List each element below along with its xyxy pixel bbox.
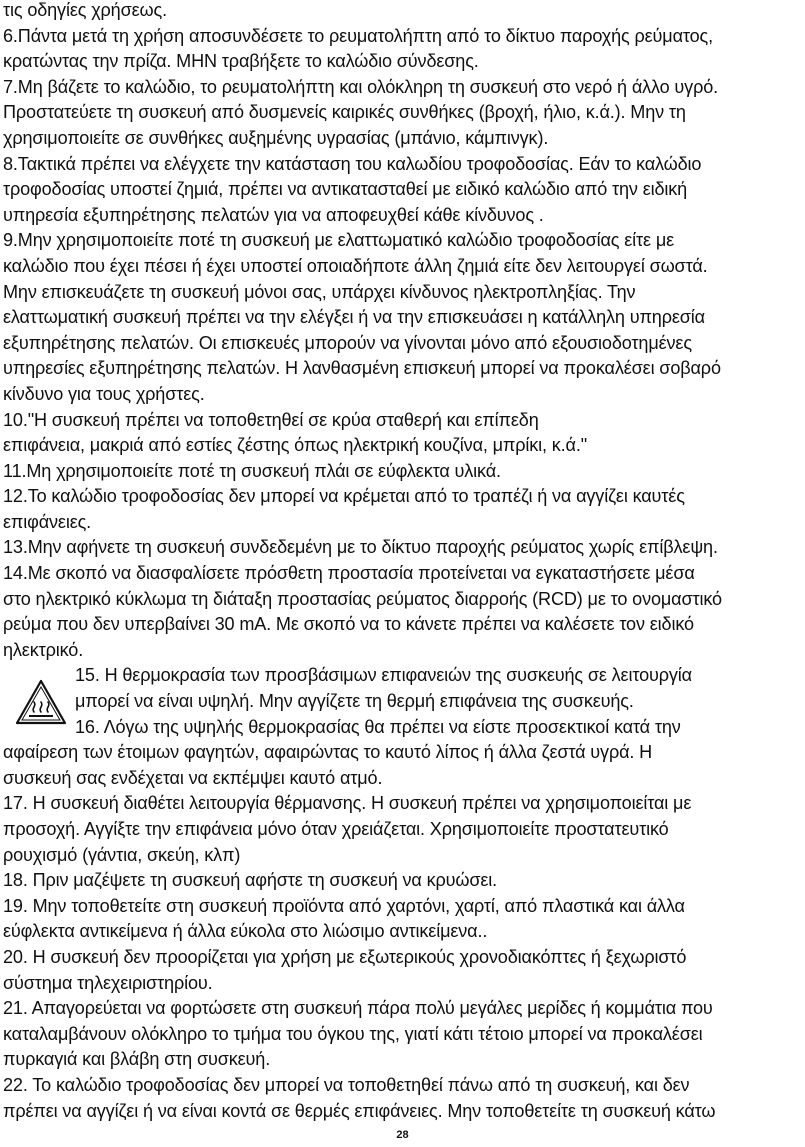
- text-line: σύστημα τηλεχειριστηρίου.: [3, 972, 213, 993]
- text-line: εξυπηρέτησης πελατών. Οι επισκευές μπορούν να γίνονται μόνο από εξουσιοδοτημένες: [3, 332, 692, 353]
- text-line: επιφάνειες.: [3, 511, 92, 532]
- text-line: Μην επισκευάζετε τη συσκευή μόνοι σας, υπάρχει κίνδυνος ηλεκτροπληξίας. Την: [3, 281, 636, 302]
- text-line: επιφάνεια, μακριά από εστίες ζέστης όπως ηλεκτρική κουζίνα, μπρίκι, κ.ά.": [3, 435, 588, 456]
- text-line: 14.Με σκοπό να διασφαλίσετε πρόσθετη προστασία προτείνεται να εγκαταστήσετε μέσα: [3, 563, 695, 584]
- text-line: 22. Το καλώδιο τροφοδοσίας δεν μπορεί να τοποθετηθεί πάνω από τη συσκευή, και δεν: [3, 1074, 690, 1095]
- text-line: υπηρεσίες εξυπηρέτησης πελατών. Η λανθασμένη επισκευή μπορεί να προκαλέσει σοβαρό: [3, 358, 721, 379]
- text-line: 8.Τακτικά πρέπει να ελέγχετε την κατάσταση του καλωδίου τροφοδοσίας. Εάν το καλώδιο: [3, 153, 702, 174]
- text-line: 6.Πάντα μετά τη χρήση αποσυνδέσετε το ρευματολήπτη από το δίκτυο παροχής ρεύματος,: [3, 25, 713, 46]
- text-line: κίνδυνο για τους χρήστες.: [3, 383, 205, 404]
- text-line: ρουχισμό (γάντια, σκεύη, κλπ): [3, 844, 241, 865]
- text-line: καταλαμβάνουν ολόκληρο το τμήμα του όγκου της, γιατί κάτι τέτοιο μπορεί να προκαλέσει: [3, 1023, 703, 1044]
- text-line: συσκευή σας ενδέχεται να εκπέμψει καυτό ατμό.: [3, 767, 383, 788]
- text-line: κρατώντας την πρίζα. ΜΗΝ τραβήξετε το καλώδιο σύνδεσης.: [3, 51, 479, 72]
- text-line: υπηρεσία εξυπηρέτησης πελατών για να αποφευχθεί κάθε κίνδυνος .: [3, 204, 544, 225]
- warning-text-line: 16. Λόγω της υψηλής θερμοκρασίας θα πρέπει να είστε προσεκτικοί κατά την: [75, 716, 681, 737]
- text-line: 18. Πριν μαζέψετε τη συσκευή αφήστε τη συσκευή να κρυώσει.: [3, 870, 498, 891]
- text-line: ρεύμα που δεν υπερβαίνει 30 mA. Με σκοπό να το κάνετε πρέπει να καλέσετε τον ειδικό: [3, 614, 694, 635]
- text-line: 20. Η συσκευή δεν προορίζεται για χρήση με εξωτερικούς χρονοδιακόπτες ή ξεχωριστό: [3, 946, 687, 967]
- instructions-after-warning: [3, 740, 802, 1124]
- page-number: 28: [396, 1129, 409, 1141]
- hot-surface-icon: [15, 679, 67, 725]
- text-line: 11.Μη χρησιμοποιείτε ποτέ τη συσκευή πλάι σε εύφλεκτα υλικά.: [3, 460, 501, 481]
- text-line: 9.Μην χρησιμοποιείτε ποτέ τη συσκευή με ελαττωματικό καλώδιο τροφοδοσίας είτε με: [3, 230, 675, 251]
- text-line: Προστατεύετε τη συσκευή από δυσμενείς καιρικές συνθήκες (βροχή, ήλιο, κ.ά.). Μην τη: [3, 102, 686, 123]
- text-line: χρησιμοποιείτε σε συνθήκες αυξημένης υγρασίας (μπάνιο, κάμπινγκ).: [3, 127, 549, 148]
- text-line: ηλεκτρικό.: [3, 639, 84, 660]
- text-line: 21. Απαγορεύεται να φορτώσετε στη συσκευή πάρα πολύ μεγάλες μερίδες ή κομμάτια που: [3, 998, 713, 1019]
- text-line: 12.Το καλώδιο τροφοδοσίας δεν μπορεί να κρέμεται από το τραπέζι ή να αγγίζει καυτές: [3, 486, 685, 507]
- text-line: πρέπει να αγγίζει ή να είναι κοντά σε θερμές επιφάνειες. Μην τοποθετείτε τη συσκευή κάτω: [3, 1100, 716, 1121]
- instructions-text: [3, 0, 802, 1124]
- text-line: 13.Μην αφήνετε τη συσκευή συνδεδεμένη με το δίκτυο παροχής ρεύματος χωρίς επίβλεψη.: [3, 537, 718, 558]
- text-line: ελαττωματική συσκευή πρέπει να την ελέγξει ή να την επισκευάσει η κατάλληλη υπηρεσία: [3, 307, 705, 328]
- text-line: προσοχή. Αγγίξτε την επιφάνεια μόνο όταν χρειάζεται. Χρησιμοποιείτε προστατευτικό: [3, 819, 669, 839]
- text-line: 10."Η συσκευή πρέπει να τοποθετηθεί σε κρύα σταθερή και επίπεδη: [3, 409, 539, 430]
- text-line: 19. Μην τοποθετείτε στη συσκευή προϊόντα από χαρτόνι, χαρτί, από πλαστικά και άλλα: [3, 895, 685, 916]
- warning-block: [3, 663, 802, 740]
- text-line: εύφλεκτα αντικείμενα ή άλλα εύκολα στο λιώσιμο αντικείμενα..: [3, 921, 488, 942]
- text-line: πυρκαγιά και βλάβη στη συσκευή.: [3, 1049, 271, 1070]
- text-line: αφαίρεση των έτοιμων φαγητών, αφαιρώντας το καυτό λίπος ή άλλα ζεστά υγρά. Η: [3, 742, 653, 763]
- text-line: τις οδηγίες χρήσεως.: [3, 0, 167, 20]
- text-line: 17. Η συσκευή διαθέτει λειτουργία θέρμανσης. Η συσκευή πρέπει να χρησιμοποιείται με: [3, 793, 692, 814]
- warning-text: [75, 663, 802, 740]
- text-line: 7.Μη βάζετε το καλώδιο, το ρευματολήπτη και ολόκληρη τη συσκευή στο νερό ή άλλο υγρό.: [3, 76, 719, 97]
- instructions-before-warning: [3, 0, 802, 663]
- text-line: στο ηλεκτρικό κύκλωμα τη διάταξη προστασίας ρεύματος διαρροής (RCD) με το ονομαστικό: [3, 588, 722, 609]
- text-line: καλώδιο που έχει πέσει ή έχει υποστεί οποιαδήποτε άλλη ζημιά είτε δεν λειτουργεί σωστά.: [3, 255, 708, 276]
- warning-text-line: μπορεί να είναι υψηλή. Μην αγγίζετε τη θερμή επιφάνεια της συσκευής.: [75, 691, 634, 712]
- warning-text-line: 15. Η θερμοκρασία των προσβάσιμων επιφανειών της συσκευής σε λειτουργία: [75, 665, 692, 686]
- text-line: τροφοδοσίας υποστεί ζημιά, πρέπει να αντικατασταθεί με ειδικό καλώδιο από την ειδική: [3, 179, 688, 200]
